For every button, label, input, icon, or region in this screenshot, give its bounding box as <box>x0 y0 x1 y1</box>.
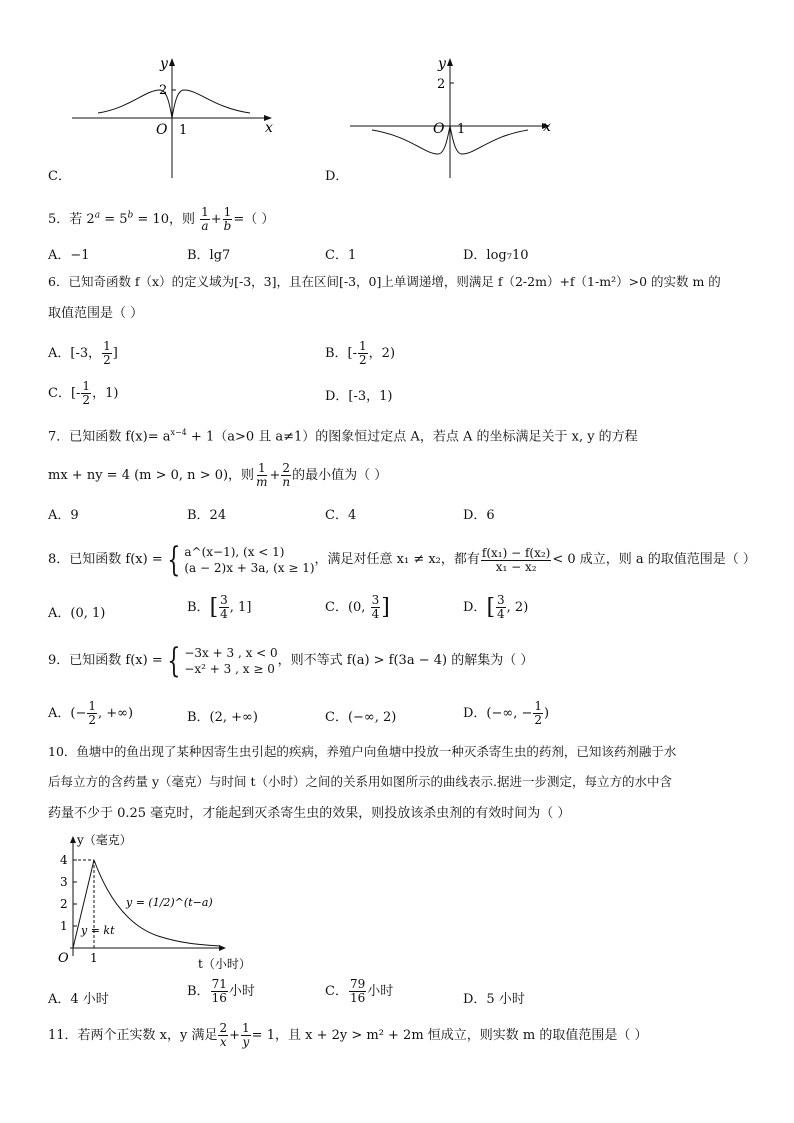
q10-option-b-num: 71 <box>211 977 227 991</box>
q6-option-c-num: 1 <box>82 379 91 393</box>
q7-line1-exp: x−4 <box>170 428 187 437</box>
q8-option-c-letter: C． <box>325 600 348 615</box>
q10-graph-t-label: t（小时） <box>198 957 251 971</box>
q7-option-c[interactable]: C．4 <box>325 508 357 523</box>
q8-case-1: a^(x−1), (x < 1) <box>184 545 285 559</box>
q7-stem-line-1 <box>48 424 638 446</box>
q5-eq2: = 10，则 <box>133 212 195 227</box>
graph-c-origin: O <box>156 122 168 138</box>
q8-option-c-l: (0, <box>347 600 370 615</box>
q11-plus: + <box>229 1028 241 1043</box>
q10-option-a[interactable]: A．4 小时 <box>48 992 109 1007</box>
q8-option-d-letter: D． <box>463 600 487 615</box>
q5-frac-1-den: a <box>201 219 209 233</box>
q7-frac-1 <box>255 462 268 489</box>
q6-option-c-frac <box>81 380 91 407</box>
q9-pre: 9．已知函数 f(x) = <box>48 653 163 668</box>
q10-option-c-den: 16 <box>349 991 366 1005</box>
q8-case-2: (a − 2)x + 3a, (x ≥ 1) <box>184 561 315 575</box>
q8-frac-den: x₁ − x₂ <box>495 559 537 574</box>
q6-option-c-den: 2 <box>82 393 91 407</box>
q9-option-d-num: 1 <box>534 699 543 713</box>
q9-cases <box>184 645 277 677</box>
q7-frac-1-num: 1 <box>257 461 266 475</box>
q9-option-a-l: A．(− <box>48 706 87 721</box>
q6-option-a-post: ] <box>112 346 118 361</box>
q5-exp-a: a <box>94 210 101 221</box>
q5-option-c[interactable]: C．1 <box>325 248 357 263</box>
q8-option-c[interactable] <box>325 594 390 621</box>
q8-stem <box>48 538 756 582</box>
q10-graph-y-label: y（毫克） <box>77 833 132 847</box>
q8-option-c-frac <box>371 594 381 621</box>
q8-option-b-l: [ <box>209 595 219 620</box>
q5-frac-1-num: 1 <box>201 205 209 219</box>
q9-stem <box>48 640 533 682</box>
q8-mid: ，满足对任意 x₁ ≠ x₂，都有 <box>314 552 480 567</box>
q5-stem-prefix: 5．若 2 <box>48 212 95 227</box>
graph-c-y-arrow <box>169 58 175 66</box>
q7-line1-pre: 7．已知函数 f(x)= a <box>48 429 171 445</box>
q10-option-d[interactable]: D．5 小时 <box>463 992 525 1007</box>
q9-option-a-den: 2 <box>88 713 96 727</box>
q11-frac-2 <box>241 1022 251 1049</box>
q11-frac-1-num: 2 <box>219 1021 228 1035</box>
q7-line2-post: 的最小值为（ ） <box>292 468 388 483</box>
graph-c-x-tick-label: 1 <box>179 123 188 138</box>
q7-frac-2-num: 2 <box>282 461 291 475</box>
q9-option-d-den: 2 <box>534 713 543 727</box>
q6-option-d[interactable]: D．[-3，1) <box>325 389 393 404</box>
q10-graph-line-label: y = kt <box>81 924 115 937</box>
q11-frac-1 <box>218 1022 228 1049</box>
q10-graph-origin: O <box>58 951 69 966</box>
q7-stem-line-2 <box>48 462 387 489</box>
q10-option-c-num: 79 <box>349 977 366 991</box>
q9-brace: { <box>167 641 181 681</box>
q6-option-c-post: ，1) <box>92 386 119 401</box>
q6-option-a-den: 2 <box>103 353 111 367</box>
graph-d-y-label: y <box>438 56 446 72</box>
q10-stem-line-1: 10．鱼塘中的鱼出现了某种因寄生虫引起的疾病，养殖户向鱼塘中投放一种灭杀寄生虫的药剂，已知该药剂融于水 <box>48 744 677 759</box>
q7-line2-pre: mx + ny = 4 (m > 0, n > 0)，则 <box>48 468 255 483</box>
q6-stem-line-2: 取值范围是（ ） <box>48 306 144 321</box>
q6-option-b-post: ，2) <box>368 346 396 361</box>
q5-exp-b: b <box>127 210 134 221</box>
q11-frac-2-num: 1 <box>242 1021 250 1035</box>
q5-plus: + <box>210 212 222 227</box>
q11-frac-2-den: y <box>242 1035 250 1049</box>
q8-option-b-frac <box>219 594 229 621</box>
q9-case-2: −x² + 3 , x ≥ 0 <box>184 662 275 676</box>
q8-option-b-den: 4 <box>220 607 228 621</box>
q8-option-c-den: 4 <box>371 607 380 621</box>
q8-brace: { <box>167 540 181 580</box>
graph-d-y-arrow <box>447 58 453 66</box>
q6-stem-line-1: 6．已知奇函数 f（x）的定义域为[-3，3]，且在区间[-3，0]上单调递增，则满足 f（2-2m）+f（1-m²）>0 的实数 m 的 <box>48 274 721 289</box>
q10-graph-x-tick-label: 1 <box>90 951 98 965</box>
q7-option-d[interactable]: D．6 <box>463 508 495 523</box>
q8-option-b-r: , 1] <box>229 600 252 615</box>
q6-option-b-num: 1 <box>359 339 367 353</box>
q10-stem-line-3: 药量不少于 0.25 毫克时，才能起到灭杀寄生虫的效果，则投放该杀虫剂的有效时间为（ ） <box>48 806 571 821</box>
q10-option-c-frac <box>349 978 366 1005</box>
q8-option-b[interactable] <box>187 594 251 621</box>
q6-option-b-pre: B．[- <box>325 346 358 361</box>
graph-d-origin: O <box>433 121 445 137</box>
q9-post: ，则不等式 f(a) > f(3a − 4) 的解集为（ ） <box>277 653 534 668</box>
q5-option-d[interactable]: D．log₇10 <box>463 248 529 263</box>
q8-frac-num: f(x₁) − f(x₂) <box>481 545 551 560</box>
q10-option-c-pre: C． <box>325 984 348 999</box>
q9-option-a-frac <box>87 700 97 727</box>
q10-option-c[interactable] <box>325 978 393 1005</box>
q11-frac-1-den: x <box>219 1035 227 1049</box>
graph-d-option-label: D． <box>325 169 349 184</box>
q7-frac-2 <box>281 462 291 489</box>
q9-option-a-num: 1 <box>88 699 96 713</box>
q5-frac-1 <box>200 206 210 233</box>
q8-option-c-r: ] <box>381 595 390 620</box>
q6-option-a-frac <box>102 340 112 367</box>
q8-pre: 8．已知函数 f(x) = <box>48 552 163 567</box>
q8-option-d[interactable] <box>463 594 528 621</box>
q8-frac <box>481 547 551 574</box>
q10-graph-y-tick-label-1: 1 <box>60 919 68 933</box>
q5-tail: =（ ） <box>233 212 275 227</box>
q6-option-a[interactable] <box>48 340 118 367</box>
q11-stem <box>48 1022 648 1049</box>
graph-c-x-label: x <box>265 120 273 136</box>
q6-option-c[interactable] <box>48 380 118 407</box>
q9-option-d-r: ) <box>544 706 550 721</box>
q7-plus: + <box>269 468 281 483</box>
q9-option-d-frac <box>533 700 543 727</box>
q10-option-b-den: 16 <box>211 991 227 1005</box>
q7-line1-post: + 1（a>0 且 a≠1）的图象恒过定点 A，若点 A 的坐标满足关于 x, y 的方程 <box>186 429 638 445</box>
q9-option-c[interactable]: C．(−∞, 2) <box>325 710 397 725</box>
q5-option-a[interactable]: A．−1 <box>48 248 90 263</box>
q7-frac-2-den: n <box>282 475 291 489</box>
q9-case-1: −3x + 3 , x < 0 <box>184 646 278 660</box>
q6-option-a-pre: A．[-3， <box>48 346 102 361</box>
graph-c <box>60 50 290 185</box>
q5-stem <box>48 206 274 233</box>
q9-option-a-r: , +∞) <box>98 706 134 721</box>
q6-option-b[interactable] <box>325 340 395 367</box>
q10-option-c-post: 小时 <box>367 984 394 999</box>
q10-graph-curve-label: y = (1/2)^(t−a) <box>126 896 213 909</box>
q5-frac-2-den: b <box>223 219 232 233</box>
graph-c-option-label: C． <box>48 169 71 184</box>
graph-d-y-tick-label: 2 <box>437 77 446 92</box>
q5-frac-2-num: 1 <box>223 205 232 219</box>
q8-option-d-num: 3 <box>497 593 505 607</box>
q7-frac-1-den: m <box>256 475 268 489</box>
q10-option-b[interactable] <box>187 978 255 1005</box>
graph-c-y-label: y <box>160 56 168 72</box>
graph-d-x-tick-label: 1 <box>457 122 466 137</box>
q10-graph-y-tick-label-3: 3 <box>60 875 68 889</box>
q8-option-b-num: 3 <box>220 593 228 607</box>
q8-option-b-letter: B． <box>187 600 210 615</box>
q10-graph-y-tick-label-4: 4 <box>60 853 68 867</box>
q11-post: = 1，且 x + 2y > m² + 2m 恒成立，则实数 m 的取值范围是（ ） <box>251 1028 648 1043</box>
graph-d-x-label: x <box>543 119 551 135</box>
q9-option-a[interactable] <box>48 700 133 727</box>
q9-option-b[interactable]: B．(2, +∞) <box>187 710 258 725</box>
q6-option-b-den: 2 <box>359 353 367 367</box>
q8-cases <box>184 544 314 576</box>
q6-option-b-frac <box>358 340 368 367</box>
graph-c-curve <box>98 90 250 118</box>
graph-d <box>340 50 570 185</box>
q8-option-d-r: , 2) <box>506 600 529 615</box>
q6-option-a-num: 1 <box>103 339 111 353</box>
q10-graph-y-tick-label-2: 2 <box>60 897 68 911</box>
q8-post: < 0 成立，则 a 的取值范围是（ ） <box>552 552 756 567</box>
graph-c-y-tick-label: 2 <box>159 83 168 98</box>
q5-eq1: = 5 <box>100 212 128 227</box>
q11-pre: 11．若两个正实数 x，y 满足 <box>48 1028 218 1043</box>
q7-option-b[interactable]: B．24 <box>187 508 227 523</box>
q10-graph-y-arrow <box>70 836 76 843</box>
q8-option-d-frac <box>496 594 506 621</box>
q10-stem-line-2: 后每立方的含药量 y（毫克）与时间 t（小时）之间的关系用如图所示的曲线表示.据进一步测定，每立方的水中含 <box>48 774 673 789</box>
q5-option-b[interactable]: B．lg7 <box>187 248 231 263</box>
q8-option-a[interactable]: A．(0, 1) <box>48 606 106 621</box>
q7-option-a[interactable]: A．9 <box>48 508 79 523</box>
q6-option-c-pre: C．[- <box>48 386 81 401</box>
q8-option-c-num: 3 <box>371 593 380 607</box>
q10-graph-t-arrow <box>219 945 226 951</box>
q10-option-b-pre: B． <box>187 984 210 999</box>
q9-option-d[interactable] <box>463 700 549 727</box>
q10-option-b-post: 小时 <box>228 984 255 999</box>
q10-option-b-frac <box>211 978 228 1005</box>
q9-option-d-l: D．(−∞, − <box>463 706 533 721</box>
q10-graph <box>48 828 288 976</box>
q5-frac-2 <box>223 206 233 233</box>
q8-option-d-den: 4 <box>497 607 505 621</box>
q8-option-d-l: [ <box>486 595 496 620</box>
